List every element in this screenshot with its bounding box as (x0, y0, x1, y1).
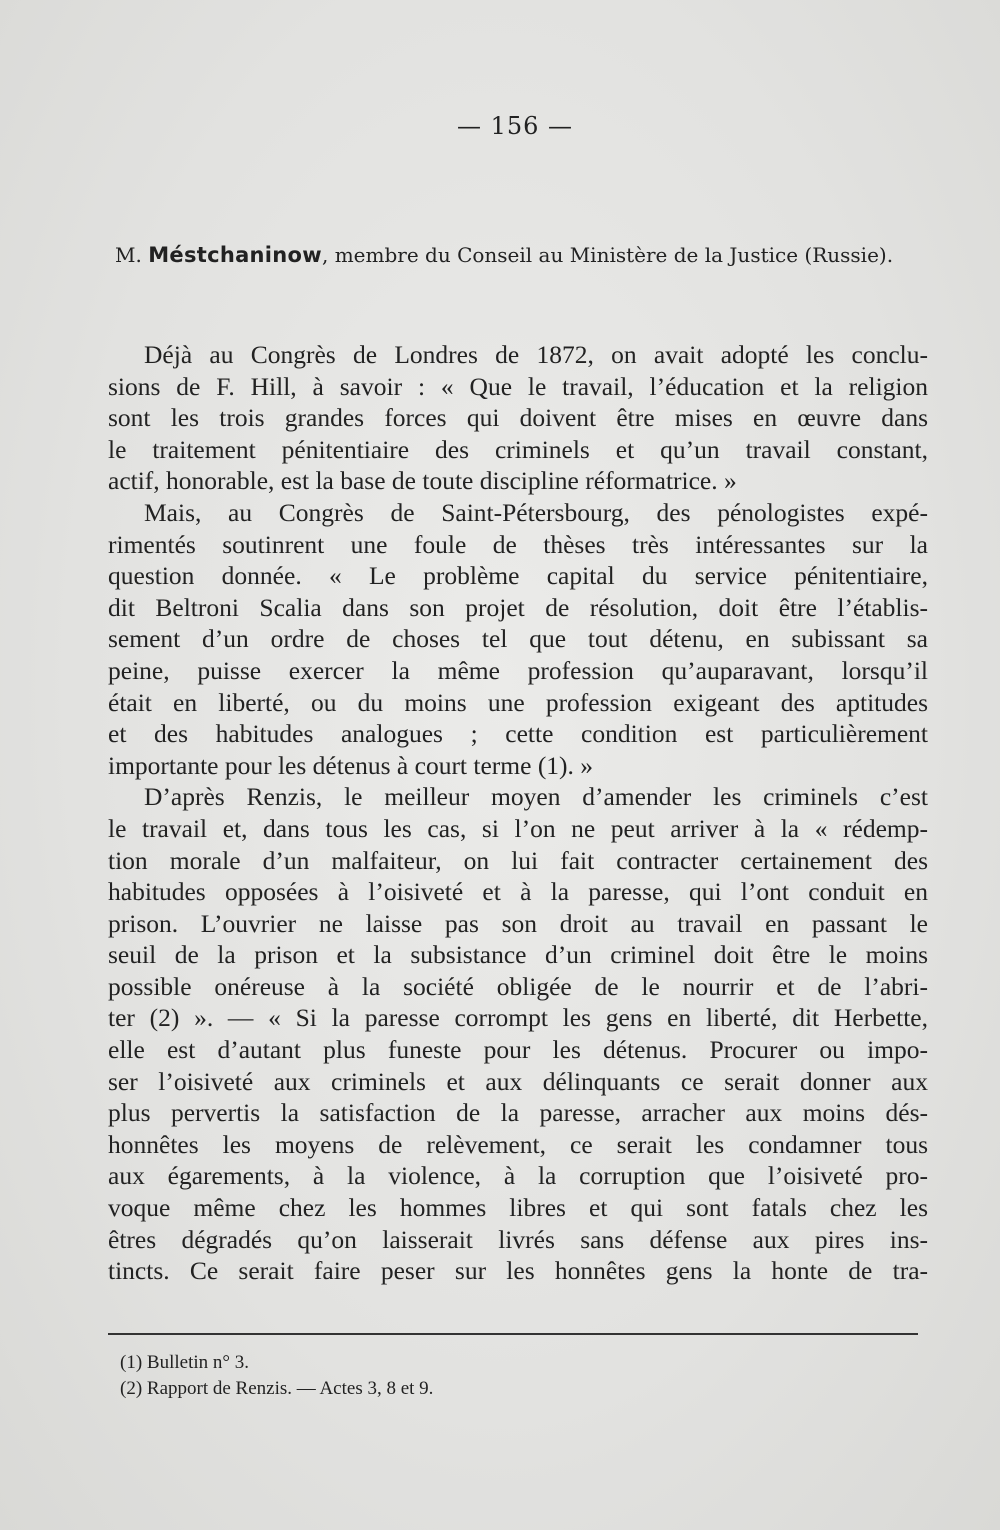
body-line: tincts. Ce serait faire peser sur les honnêtes gens la honte de tra- (108, 1256, 928, 1286)
body-line: elle est d’autant plus funeste pour les détenus. Procurer ou impo- (108, 1035, 928, 1065)
body-line: question donnée. « Le problème capital du service pénitentiaire, (108, 561, 928, 591)
body-line: ter (2) ». — « Si la paresse corrompt les gens en liberté, dit Herbette, (108, 1003, 928, 1033)
speaker-name: Méstchaninow (148, 243, 322, 267)
body-line: Mais, au Congrès de Saint-Pétersbourg, des pénologistes expé- (144, 497, 928, 527)
speaker-prefix: M. (115, 243, 149, 267)
body-line: était en liberté, ou du moins une profession exigeant des aptitudes (108, 687, 928, 717)
body-line: habitudes opposées à l’oisiveté et à la paresse, qui l’ont conduit en (108, 877, 928, 907)
footnote: (1) Bulletin n° 3. (120, 1352, 249, 1373)
body-line: seuil de la prison et la subsistance d’un criminel doit être le moins (108, 940, 928, 970)
body-line: êtres dégradés qu’on laisserait livrés sans défense aux pires ins- (108, 1224, 928, 1254)
body-line: tion morale d’un malfaiteur, on lui fait contracter certainement des (108, 845, 928, 875)
body-line: actif, honorable, est la base de toute discipline réformatrice. » (108, 466, 737, 496)
body-line: peine, puisse exercer la même profession qu’auparavant, lorsqu’il (108, 655, 928, 685)
body-line: le traitement pénitentiaire des criminels et qu’un travail constant, (108, 434, 928, 464)
body-line: honnêtes les moyens de relèvement, ce serait les condamner tous (108, 1129, 928, 1159)
body-line: importante pour les détenus à court terme (1). » (108, 750, 594, 780)
body-line: Déjà au Congrès de Londres de 1872, on avait adopté les conclu- (144, 340, 928, 369)
footnotes (120, 1350, 820, 1402)
body-line: aux égarements, à la violence, à la corruption que l’oisiveté pro- (108, 1161, 928, 1191)
body-line: sont les trois grandes forces qui doivent être mises en œuvre dans (108, 403, 928, 433)
body-line: le travail et, dans tous les cas, si l’on ne peut arriver à la « rédemp- (108, 813, 928, 843)
body-line: et des habitudes analogues ; cette condition est particulièrement (108, 719, 928, 749)
body-line: plus pervertis la satisfaction de la paresse, arracher aux moins dés- (108, 1098, 928, 1128)
footnote-divider (108, 1333, 918, 1335)
body-line: possible onéreuse à la société obligée de le nourrir et de l’abri- (108, 971, 928, 1001)
body-line: rimentés soutinrent une foule de thèses très intéressantes sur la (108, 529, 928, 559)
page-number: — 156 — (456, 112, 574, 140)
body-line: D’après Renzis, le meilleur moyen d’amender les criminels c’est (144, 782, 928, 812)
body-line: sions de F. Hill, à savoir : « Que le travail, l’éducation et la religion (108, 371, 928, 401)
body-line: dit Beltroni Scalia dans son projet de résolution, doit être l’établis- (108, 592, 928, 622)
body-line: ser l’oisiveté aux criminels et aux délinquants ce serait donner aux (108, 1066, 928, 1096)
speaker-title: , membre du Conseil au Ministère de la Justice (Russie). (321, 243, 894, 267)
footnote: (2) Rapport de Renzis. — Actes 3, 8 et 9. (120, 1378, 434, 1399)
speaker-heading (115, 243, 935, 267)
body-line: prison. L’ouvrier ne laisse pas son droit au travail en passant le (108, 908, 928, 938)
body-line: sement d’un ordre de choses tel que tout détenu, en subissant sa (108, 624, 928, 654)
body-text (108, 339, 928, 1287)
body-line: voque même chez les hommes libres et qui sont fatals chez les (108, 1193, 928, 1223)
